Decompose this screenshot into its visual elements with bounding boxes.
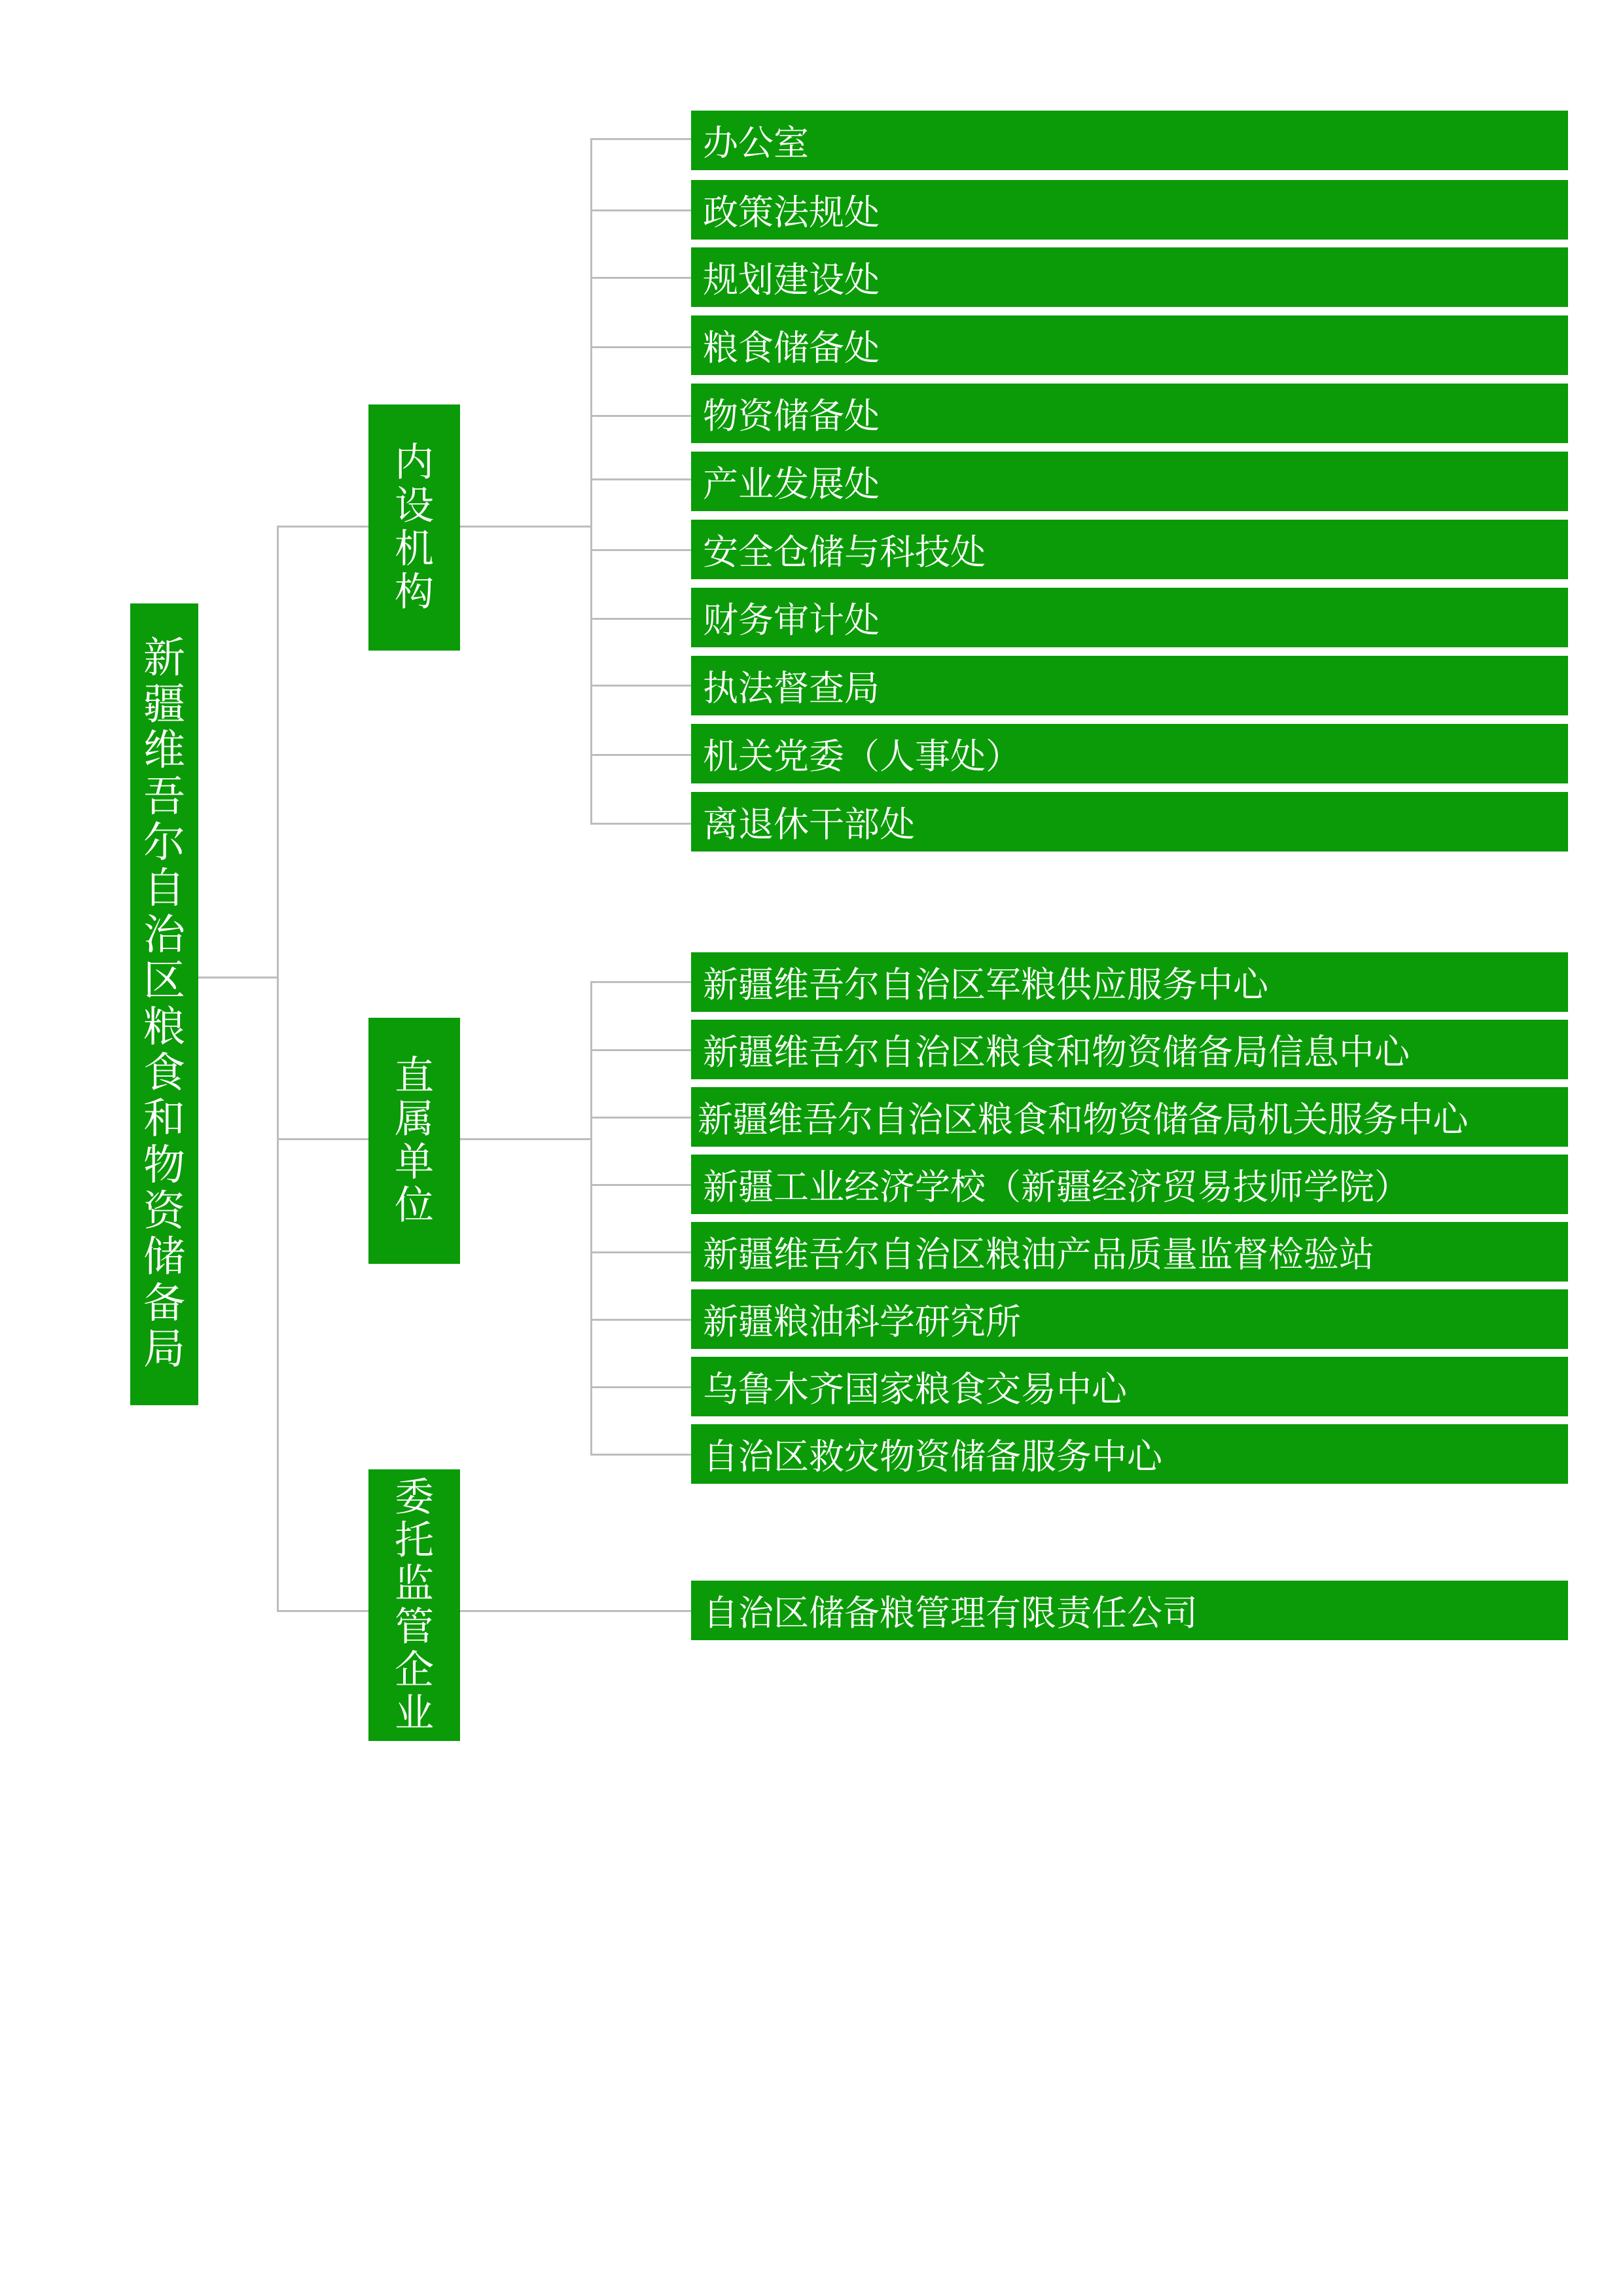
unit-box xyxy=(691,952,1568,1012)
connector-unit xyxy=(590,981,691,983)
unit-box xyxy=(691,1289,1568,1349)
connector-unit xyxy=(590,1386,691,1388)
connector-cat-direct xyxy=(277,1138,370,1140)
unit-box xyxy=(691,1357,1568,1416)
enterprise-box xyxy=(691,1581,1568,1640)
enterprise-label: 自治区储备粮管理有限责任公司 xyxy=(703,1592,1198,1634)
connector-cat-internal xyxy=(277,526,370,528)
connector-dept xyxy=(590,138,691,140)
unit-box xyxy=(691,1020,1568,1079)
dept-box xyxy=(691,180,1568,240)
connector-level1-bus xyxy=(277,526,279,1611)
connector-direct-bus xyxy=(590,981,592,1455)
dept-label: 执法督查局 xyxy=(703,668,880,709)
dept-box xyxy=(691,384,1568,443)
unit-label: 自治区救灾物资储备服务中心 xyxy=(703,1436,1162,1477)
dept-label: 离退休干部处 xyxy=(703,804,915,845)
category-direct-units xyxy=(368,1018,460,1264)
dept-box xyxy=(691,520,1568,579)
connector-dept xyxy=(590,823,691,825)
connector-dept xyxy=(590,478,691,480)
unit-box xyxy=(691,1087,1568,1147)
connector-internal-bus xyxy=(590,138,592,824)
connector-dept xyxy=(590,415,691,417)
dept-box xyxy=(691,588,1568,647)
dept-label: 规划建设处 xyxy=(703,259,880,300)
connector-unit xyxy=(590,1454,691,1456)
connector-unit xyxy=(590,1049,691,1051)
root-label: 新疆维吾尔自治区粮食和物资储备局 xyxy=(143,634,185,1374)
dept-label: 粮食储备处 xyxy=(703,327,880,368)
connector-unit xyxy=(590,1184,691,1186)
dept-box xyxy=(691,792,1568,852)
dept-label: 物资储备处 xyxy=(703,395,880,437)
connector-unit xyxy=(590,1117,691,1119)
unit-box xyxy=(691,1222,1568,1282)
unit-label: 新疆维吾尔自治区粮食和物资储备局机关服务中心 xyxy=(698,1099,1468,1140)
dept-box xyxy=(691,452,1568,511)
connector-dept xyxy=(590,685,691,687)
connector-entrusted-out xyxy=(460,1610,691,1612)
unit-box xyxy=(691,1155,1568,1214)
unit-label: 新疆粮油科学研究所 xyxy=(703,1301,1021,1342)
connector-dept xyxy=(590,549,691,551)
dept-label: 安全仓储与科技处 xyxy=(703,531,986,573)
unit-label: 新疆维吾尔自治区粮食和物资储备局信息中心 xyxy=(703,1031,1410,1073)
category-entrusted-enterprises xyxy=(368,1469,460,1741)
category-label: 委托监管企业 xyxy=(395,1474,434,1736)
root-node xyxy=(130,603,198,1405)
unit-label: 新疆维吾尔自治区军粮供应服务中心 xyxy=(703,964,1268,1005)
unit-label: 新疆工业经济学校（新疆经济贸易技师学院） xyxy=(703,1166,1410,1208)
connector-dept xyxy=(590,346,691,348)
dept-label: 产业发展处 xyxy=(703,463,880,505)
dept-box xyxy=(691,315,1568,375)
connector-dept xyxy=(590,209,691,211)
dept-label: 政策法规处 xyxy=(703,192,880,233)
dept-box xyxy=(691,111,1568,170)
connector-dept xyxy=(590,754,691,756)
connector-cat-entrusted xyxy=(277,1610,370,1612)
connector-internal-out xyxy=(460,526,592,528)
connector-unit xyxy=(590,1251,691,1253)
category-label: 直属单位 xyxy=(395,1053,434,1229)
unit-label: 新疆维吾尔自治区粮油产品质量监督检验站 xyxy=(703,1234,1374,1275)
connector-direct-out xyxy=(460,1138,592,1140)
connector-dept xyxy=(590,618,691,620)
dept-label: 财务审计处 xyxy=(703,600,880,641)
unit-label: 乌鲁木齐国家粮食交易中心 xyxy=(703,1369,1127,1410)
category-label: 内设机构 xyxy=(395,440,434,615)
dept-box xyxy=(691,656,1568,715)
dept-label: 机关党委（人事处） xyxy=(703,736,1021,777)
dept-label: 办公室 xyxy=(703,122,809,164)
connector-dept xyxy=(590,277,691,279)
connector-unit xyxy=(590,1319,691,1321)
dept-box xyxy=(691,724,1568,783)
unit-box xyxy=(691,1424,1568,1484)
dept-box xyxy=(691,247,1568,307)
category-internal-departments xyxy=(368,404,460,651)
connector-root xyxy=(198,977,279,978)
